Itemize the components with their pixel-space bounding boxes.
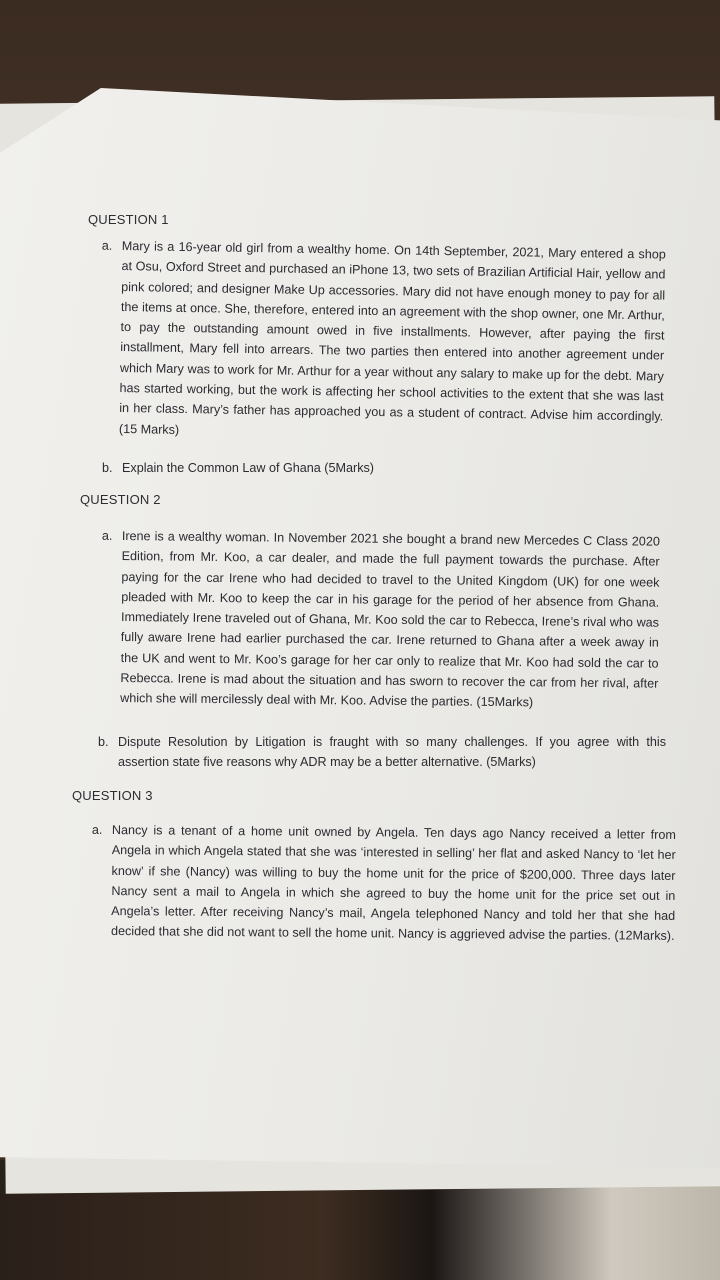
question-1a-text: Mary is a 16-year old girl from a wealthy home. On 14th September, 2021, Mary entered a shop at Osu, Oxford Street and purchased an iPhone 13, two sets of Brazilian Artificial Hair, yellow and pink colored; and designer Make Up accessories. Mary did not have enough money to pay for all the items at once. She, therefore, entered into an agreement with the shop owner, one Mr. Arthur, to pay the outstanding amount owed in five installments. However, after paying the first installment, Mary fell into arrears. The two parties then entered into another agreement under which Mary was to work for Mr. Arthur for a year without any salary to make up for the debt. Mary has started working, but the work is affecting her school activities to the extent that she was last in her class. Mary’s father has approached you as a student of contract. Advise him accordingly. (15 Marks)	[118, 238, 666, 437]
question-1a	[101, 236, 666, 447]
question-3a	[91, 820, 676, 947]
question-1a-label: a.	[101, 238, 113, 253]
question-3a-text: Nancy is a tenant of a home unit owned by Angela. Ten days ago Nancy received a letter from Angela in which Angela stated that she was ‘interested in selling’ her flat and asked Nancy to ‘let her know’ if she (Nancy) was willing to buy the home unit for the price of $200,000. Three days later Nancy sent a mail to Angela in which she agreed to buy the home unit for the price set out in Angela’s letter. After receiving Nancy’s mail, Angela telephoned Nancy and told her that she had decided that she did not want to sell the home unit. Nancy is aggrieved advise the parties. (12Marks).	[110, 822, 676, 944]
question-2b	[98, 732, 666, 773]
question-3-heading: QUESTION 3	[72, 788, 153, 803]
question-2a	[101, 526, 660, 714]
question-2-heading: QUESTION 2	[80, 492, 161, 507]
question-1b	[102, 458, 642, 478]
question-2b-text: Dispute Resolution by Litigation is fraught with so many challenges. If you agree with this assertion state five reasons why ADR may be a better alternative. (5Marks)	[118, 735, 666, 770]
question-1-heading: QUESTION 1	[88, 212, 169, 227]
question-3a-label: a.	[91, 822, 103, 837]
question-1b-text: Explain the Common Law of Ghana (5Marks)	[122, 461, 374, 475]
question-2b-label: b.	[98, 735, 109, 749]
question-1b-label: b.	[102, 461, 113, 475]
question-2a-label: a.	[101, 528, 113, 543]
question-2a-text: Irene is a wealthy woman. In November 2021 she bought a brand new Mercedes C Class 2020 Edition, from Mr. Koo, a car dealer, and made the full payment towards the purchase. After paying for the car Irene who had decided to travel to the United Kingdom (UK) for one week pleaded with Mr. Koo to keep the car in his garage for the period of her absence from Ghana. Immediately Irene traveled out of Ghana, Mr. Koo sold the car to Rebecca, Irene’s rival who was fully aware Irene had earlier purchased the car. Irene returned to Ghana after a week away in the UK and went to Mr. Koo’s garage for her car only to realize that Mr. Koo had sold the car to Rebecca. Irene is mad about the situation and has sworn to recover the car from her rival, after which she will mercilessly deal with Mr. Koo. Advise the parties. (15Marks)	[120, 528, 660, 710]
